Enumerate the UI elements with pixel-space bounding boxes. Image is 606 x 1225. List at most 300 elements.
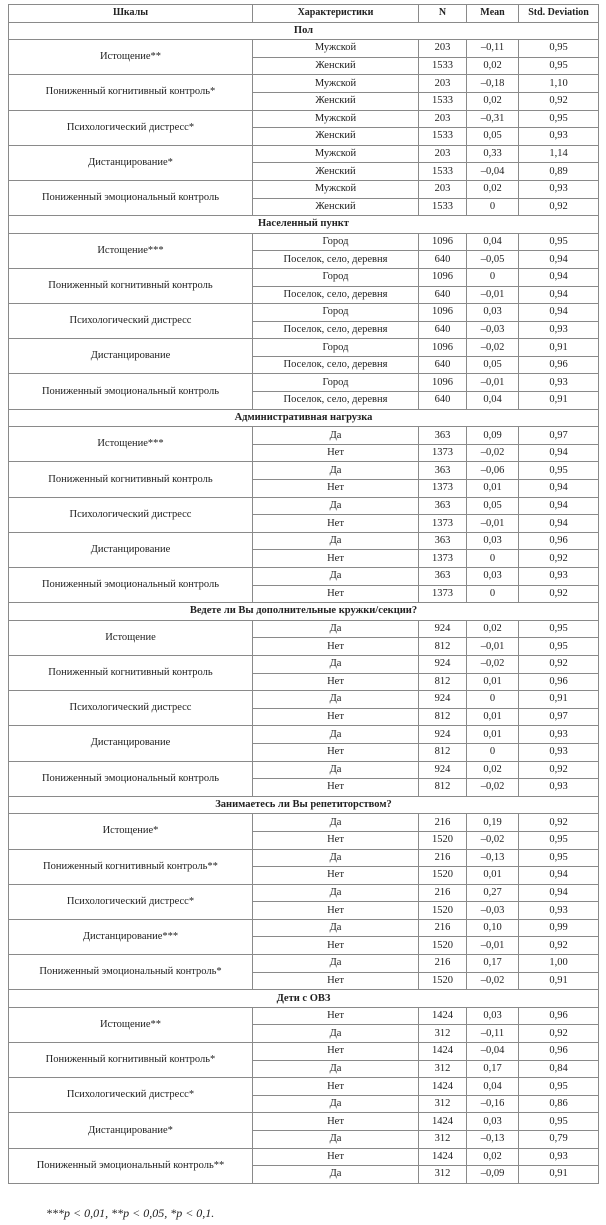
characteristic-cell: Мужской xyxy=(253,180,419,198)
mean-cell: –0,11 xyxy=(467,40,519,58)
table-row xyxy=(9,1113,599,1131)
std-deviation-cell: 0,96 xyxy=(519,673,599,691)
mean-cell: 0,02 xyxy=(467,57,519,75)
section-title: Дети с ОВЗ xyxy=(9,990,599,1008)
std-deviation-cell: 0,89 xyxy=(519,163,599,181)
characteristic-cell: Да xyxy=(253,1025,419,1043)
std-deviation-cell: 0,92 xyxy=(519,198,599,216)
n-cell: 1533 xyxy=(419,92,467,110)
table-row xyxy=(9,1043,599,1061)
characteristic-cell: Город xyxy=(253,268,419,286)
section-row xyxy=(9,22,599,40)
mean-cell: 0 xyxy=(467,691,519,709)
mean-cell: 0,10 xyxy=(467,919,519,937)
n-cell: 1096 xyxy=(419,304,467,322)
table-row xyxy=(9,1148,599,1166)
std-deviation-cell: 0,96 xyxy=(519,356,599,374)
table-row xyxy=(9,726,599,744)
n-cell: 312 xyxy=(419,1025,467,1043)
table-row xyxy=(9,884,599,902)
scale-name: Пониженный когнитивный контроль xyxy=(9,655,253,690)
std-deviation-cell: 0,93 xyxy=(519,180,599,198)
scale-name: Дистанцирование xyxy=(9,726,253,761)
scale-name: Пониженный эмоциональный контроль* xyxy=(9,955,253,990)
std-deviation-cell: 0,92 xyxy=(519,92,599,110)
characteristic-cell: Нет xyxy=(253,867,419,885)
mean-cell: 0,01 xyxy=(467,867,519,885)
n-cell: 812 xyxy=(419,779,467,797)
std-deviation-cell: 0,95 xyxy=(519,849,599,867)
mean-cell: 0,33 xyxy=(467,145,519,163)
n-cell: 1533 xyxy=(419,128,467,146)
n-cell: 924 xyxy=(419,655,467,673)
std-deviation-cell: 0,92 xyxy=(519,585,599,603)
mean-cell: 0,05 xyxy=(467,128,519,146)
characteristic-cell: Да xyxy=(253,1131,419,1149)
section-row xyxy=(9,796,599,814)
characteristic-cell: Нет xyxy=(253,550,419,568)
characteristic-cell: Поселок, село, деревня xyxy=(253,321,419,339)
scale-name: Дистанцирование*** xyxy=(9,919,253,954)
characteristic-cell: Нет xyxy=(253,638,419,656)
mean-cell: –0,03 xyxy=(467,321,519,339)
characteristic-cell: Да xyxy=(253,1166,419,1184)
n-cell: 1096 xyxy=(419,233,467,251)
mean-cell: –0,01 xyxy=(467,937,519,955)
n-cell: 216 xyxy=(419,919,467,937)
std-deviation-cell: 0,94 xyxy=(519,515,599,533)
scale-name: Истощение* xyxy=(9,814,253,849)
section-row xyxy=(9,216,599,234)
characteristic-cell: Да xyxy=(253,884,419,902)
characteristic-cell: Нет xyxy=(253,1043,419,1061)
characteristic-cell: Женский xyxy=(253,128,419,146)
mean-cell: –0,04 xyxy=(467,1043,519,1061)
mean-cell: 0,03 xyxy=(467,568,519,586)
section-row xyxy=(9,409,599,427)
std-deviation-cell: 0,99 xyxy=(519,919,599,937)
mean-cell: 0,17 xyxy=(467,955,519,973)
characteristic-cell: Да xyxy=(253,620,419,638)
scale-name: Истощение*** xyxy=(9,233,253,268)
std-deviation-cell: 0,94 xyxy=(519,480,599,498)
std-deviation-cell: 0,93 xyxy=(519,568,599,586)
scale-name: Дистанцирование xyxy=(9,532,253,567)
n-cell: 363 xyxy=(419,462,467,480)
n-cell: 363 xyxy=(419,568,467,586)
scale-name: Психологический дистресс xyxy=(9,691,253,726)
std-deviation-cell: 1,10 xyxy=(519,75,599,93)
n-cell: 363 xyxy=(419,427,467,445)
n-cell: 812 xyxy=(419,638,467,656)
std-deviation-cell: 0,95 xyxy=(519,831,599,849)
characteristic-cell: Нет xyxy=(253,1078,419,1096)
n-cell: 203 xyxy=(419,145,467,163)
mean-cell: –0,31 xyxy=(467,110,519,128)
n-cell: 1533 xyxy=(419,163,467,181)
n-cell: 203 xyxy=(419,75,467,93)
mean-cell: 0,05 xyxy=(467,497,519,515)
statistics-table xyxy=(8,4,599,1184)
table-row xyxy=(9,849,599,867)
std-deviation-cell: 0,95 xyxy=(519,462,599,480)
mean-cell: 0,01 xyxy=(467,673,519,691)
characteristic-cell: Да xyxy=(253,761,419,779)
scale-name: Пониженный когнитивный контроль xyxy=(9,462,253,497)
n-cell: 216 xyxy=(419,849,467,867)
std-deviation-cell: 0,94 xyxy=(519,268,599,286)
std-deviation-cell: 0,94 xyxy=(519,286,599,304)
n-cell: 924 xyxy=(419,620,467,638)
mean-cell: 0,01 xyxy=(467,726,519,744)
n-cell: 1373 xyxy=(419,515,467,533)
characteristic-cell: Поселок, село, деревня xyxy=(253,356,419,374)
n-cell: 924 xyxy=(419,761,467,779)
std-deviation-cell: 0,91 xyxy=(519,691,599,709)
characteristic-cell: Да xyxy=(253,726,419,744)
scale-name: Пониженный эмоциональный контроль xyxy=(9,374,253,409)
table-row xyxy=(9,75,599,93)
n-cell: 1520 xyxy=(419,937,467,955)
std-deviation-cell: 0,94 xyxy=(519,884,599,902)
mean-cell: 0,02 xyxy=(467,761,519,779)
scale-name: Пониженный когнитивный контроль* xyxy=(9,1043,253,1078)
header-n: N xyxy=(419,5,467,23)
n-cell: 924 xyxy=(419,691,467,709)
characteristic-cell: Да xyxy=(253,532,419,550)
scale-name: Истощение** xyxy=(9,40,253,75)
mean-cell: 0,04 xyxy=(467,233,519,251)
n-cell: 1096 xyxy=(419,339,467,357)
mean-cell: –0,02 xyxy=(467,444,519,462)
characteristic-cell: Поселок, село, деревня xyxy=(253,286,419,304)
characteristic-cell: Мужской xyxy=(253,75,419,93)
std-deviation-cell: 0,93 xyxy=(519,321,599,339)
table-row xyxy=(9,1007,599,1025)
characteristic-cell: Нет xyxy=(253,444,419,462)
std-deviation-cell: 0,86 xyxy=(519,1095,599,1113)
table-row xyxy=(9,427,599,445)
table-row xyxy=(9,620,599,638)
characteristic-cell: Да xyxy=(253,849,419,867)
mean-cell: –0,02 xyxy=(467,655,519,673)
mean-cell: 0,04 xyxy=(467,1078,519,1096)
std-deviation-cell: 0,94 xyxy=(519,867,599,885)
scale-name: Психологический дистресс* xyxy=(9,110,253,145)
mean-cell: 0,04 xyxy=(467,392,519,410)
std-deviation-cell: 0,94 xyxy=(519,304,599,322)
section-title: Населенный пункт xyxy=(9,216,599,234)
mean-cell: –0,16 xyxy=(467,1095,519,1113)
std-deviation-cell: 0,95 xyxy=(519,1078,599,1096)
characteristic-cell: Нет xyxy=(253,972,419,990)
scale-name: Пониженный эмоциональный контроль xyxy=(9,761,253,796)
mean-cell: –0,03 xyxy=(467,902,519,920)
mean-cell: –0,13 xyxy=(467,1131,519,1149)
n-cell: 1424 xyxy=(419,1007,467,1025)
std-deviation-cell: 0,92 xyxy=(519,550,599,568)
characteristic-cell: Нет xyxy=(253,480,419,498)
std-deviation-cell: 0,79 xyxy=(519,1131,599,1149)
table-row xyxy=(9,655,599,673)
std-deviation-cell: 0,95 xyxy=(519,1113,599,1131)
n-cell: 812 xyxy=(419,708,467,726)
mean-cell: 0,01 xyxy=(467,708,519,726)
characteristic-cell: Да xyxy=(253,1060,419,1078)
n-cell: 1520 xyxy=(419,867,467,885)
section-row xyxy=(9,990,599,1008)
section-title: Административная нагрузка xyxy=(9,409,599,427)
n-cell: 312 xyxy=(419,1060,467,1078)
characteristic-cell: Женский xyxy=(253,198,419,216)
table-row xyxy=(9,691,599,709)
n-cell: 1424 xyxy=(419,1043,467,1061)
n-cell: 203 xyxy=(419,40,467,58)
table-row xyxy=(9,497,599,515)
std-deviation-cell: 0,91 xyxy=(519,339,599,357)
std-deviation-cell: 0,93 xyxy=(519,374,599,392)
n-cell: 812 xyxy=(419,743,467,761)
characteristic-cell: Да xyxy=(253,568,419,586)
header-row xyxy=(9,5,599,23)
mean-cell: 0,03 xyxy=(467,304,519,322)
std-deviation-cell: 0,95 xyxy=(519,233,599,251)
characteristic-cell: Мужской xyxy=(253,145,419,163)
scale-name: Дистанцирование* xyxy=(9,1113,253,1148)
table-row xyxy=(9,955,599,973)
table-row xyxy=(9,268,599,286)
n-cell: 363 xyxy=(419,532,467,550)
characteristic-cell: Нет xyxy=(253,673,419,691)
characteristic-cell: Нет xyxy=(253,779,419,797)
mean-cell: 0,19 xyxy=(467,814,519,832)
mean-cell: 0,02 xyxy=(467,180,519,198)
scale-name: Дистанцирование xyxy=(9,339,253,374)
n-cell: 216 xyxy=(419,884,467,902)
table-row xyxy=(9,374,599,392)
characteristic-cell: Да xyxy=(253,955,419,973)
characteristic-cell: Да xyxy=(253,691,419,709)
mean-cell: –0,18 xyxy=(467,75,519,93)
n-cell: 203 xyxy=(419,110,467,128)
mean-cell: 0,03 xyxy=(467,1113,519,1131)
header-std-deviation: Std. Deviation xyxy=(519,5,599,23)
mean-cell: –0,04 xyxy=(467,163,519,181)
mean-cell: 0,17 xyxy=(467,1060,519,1078)
section-title: Занимаетесь ли Вы репетиторством? xyxy=(9,796,599,814)
std-deviation-cell: 0,91 xyxy=(519,392,599,410)
header-scales: Шкалы xyxy=(9,5,253,23)
std-deviation-cell: 0,94 xyxy=(519,251,599,269)
mean-cell: 0 xyxy=(467,550,519,568)
std-deviation-cell: 0,84 xyxy=(519,1060,599,1078)
characteristic-cell: Нет xyxy=(253,1007,419,1025)
n-cell: 363 xyxy=(419,497,467,515)
table-row xyxy=(9,532,599,550)
characteristic-cell: Город xyxy=(253,339,419,357)
header-mean: Mean xyxy=(467,5,519,23)
mean-cell: 0,05 xyxy=(467,356,519,374)
characteristic-cell: Да xyxy=(253,919,419,937)
mean-cell: –0,02 xyxy=(467,972,519,990)
std-deviation-cell: 1,14 xyxy=(519,145,599,163)
std-deviation-cell: 0,92 xyxy=(519,814,599,832)
std-deviation-cell: 0,95 xyxy=(519,620,599,638)
mean-cell: 0,03 xyxy=(467,532,519,550)
characteristic-cell: Да xyxy=(253,462,419,480)
characteristic-cell: Поселок, село, деревня xyxy=(253,392,419,410)
n-cell: 1373 xyxy=(419,480,467,498)
mean-cell: 0,01 xyxy=(467,480,519,498)
std-deviation-cell: 0,93 xyxy=(519,726,599,744)
characteristic-cell: Да xyxy=(253,814,419,832)
scale-name: Пониженный эмоциональный контроль** xyxy=(9,1148,253,1183)
characteristic-cell: Женский xyxy=(253,92,419,110)
n-cell: 312 xyxy=(419,1131,467,1149)
characteristic-cell: Нет xyxy=(253,585,419,603)
table-body xyxy=(9,22,599,1183)
std-deviation-cell: 0,92 xyxy=(519,655,599,673)
characteristic-cell: Да xyxy=(253,427,419,445)
characteristic-cell: Нет xyxy=(253,515,419,533)
std-deviation-cell: 0,92 xyxy=(519,1025,599,1043)
n-cell: 216 xyxy=(419,955,467,973)
std-deviation-cell: 0,91 xyxy=(519,972,599,990)
characteristic-cell: Город xyxy=(253,233,419,251)
n-cell: 640 xyxy=(419,356,467,374)
characteristic-cell: Женский xyxy=(253,163,419,181)
std-deviation-cell: 0,96 xyxy=(519,1043,599,1061)
table-row xyxy=(9,110,599,128)
n-cell: 1533 xyxy=(419,57,467,75)
characteristic-cell: Нет xyxy=(253,831,419,849)
n-cell: 203 xyxy=(419,180,467,198)
characteristic-cell: Город xyxy=(253,304,419,322)
std-deviation-cell: 0,92 xyxy=(519,761,599,779)
std-deviation-cell: 0,96 xyxy=(519,1007,599,1025)
scale-name: Пониженный когнитивный контроль xyxy=(9,268,253,303)
header-characteristics: Характеристики xyxy=(253,5,419,23)
table-row xyxy=(9,145,599,163)
characteristic-cell: Да xyxy=(253,655,419,673)
mean-cell: –0,01 xyxy=(467,286,519,304)
n-cell: 312 xyxy=(419,1095,467,1113)
scale-name: Психологический дистресс xyxy=(9,304,253,339)
scale-name: Психологический дистресс* xyxy=(9,884,253,919)
mean-cell: –0,02 xyxy=(467,339,519,357)
std-deviation-cell: 0,95 xyxy=(519,57,599,75)
mean-cell: –0,01 xyxy=(467,374,519,392)
characteristic-cell: Нет xyxy=(253,743,419,761)
characteristic-cell: Нет xyxy=(253,1148,419,1166)
n-cell: 1373 xyxy=(419,585,467,603)
n-cell: 1520 xyxy=(419,972,467,990)
n-cell: 924 xyxy=(419,726,467,744)
std-deviation-cell: 0,96 xyxy=(519,532,599,550)
characteristic-cell: Нет xyxy=(253,1113,419,1131)
mean-cell: 0 xyxy=(467,268,519,286)
std-deviation-cell: 0,95 xyxy=(519,638,599,656)
mean-cell: 0,02 xyxy=(467,620,519,638)
characteristic-cell: Поселок, село, деревня xyxy=(253,251,419,269)
table-row xyxy=(9,814,599,832)
std-deviation-cell: 0,94 xyxy=(519,444,599,462)
section-title: Пол xyxy=(9,22,599,40)
table-row xyxy=(9,568,599,586)
std-deviation-cell: 0,93 xyxy=(519,902,599,920)
table-row xyxy=(9,40,599,58)
table-row xyxy=(9,462,599,480)
section-row xyxy=(9,603,599,621)
scale-name: Пониженный когнитивный контроль** xyxy=(9,849,253,884)
characteristic-cell: Мужской xyxy=(253,110,419,128)
n-cell: 1373 xyxy=(419,550,467,568)
table-row xyxy=(9,919,599,937)
n-cell: 640 xyxy=(419,251,467,269)
n-cell: 312 xyxy=(419,1166,467,1184)
scale-name: Пониженный эмоциональный контроль xyxy=(9,180,253,215)
mean-cell: 0,03 xyxy=(467,1007,519,1025)
std-deviation-cell: 0,92 xyxy=(519,937,599,955)
mean-cell: –0,06 xyxy=(467,462,519,480)
n-cell: 1520 xyxy=(419,831,467,849)
scale-name: Дистанцирование* xyxy=(9,145,253,180)
n-cell: 640 xyxy=(419,392,467,410)
table-row xyxy=(9,233,599,251)
characteristic-cell: Да xyxy=(253,497,419,515)
n-cell: 812 xyxy=(419,673,467,691)
scale-name: Пониженный когнитивный контроль* xyxy=(9,75,253,110)
std-deviation-cell: 0,97 xyxy=(519,708,599,726)
table-row xyxy=(9,180,599,198)
mean-cell: –0,01 xyxy=(467,515,519,533)
table-row xyxy=(9,1078,599,1096)
n-cell: 1424 xyxy=(419,1113,467,1131)
section-title: Ведете ли Вы дополнительные кружки/секции? xyxy=(9,603,599,621)
characteristic-cell: Да xyxy=(253,1095,419,1113)
std-deviation-cell: 1,00 xyxy=(519,955,599,973)
n-cell: 1096 xyxy=(419,374,467,392)
mean-cell: 0,09 xyxy=(467,427,519,445)
std-deviation-cell: 0,91 xyxy=(519,1166,599,1184)
mean-cell: –0,09 xyxy=(467,1166,519,1184)
characteristic-cell: Нет xyxy=(253,708,419,726)
scale-name: Пониженный эмоциональный контроль xyxy=(9,568,253,603)
scale-name: Психологический дистресс xyxy=(9,497,253,532)
std-deviation-cell: 0,93 xyxy=(519,1148,599,1166)
characteristic-cell: Женский xyxy=(253,57,419,75)
n-cell: 1424 xyxy=(419,1078,467,1096)
table-row xyxy=(9,761,599,779)
mean-cell: 0,02 xyxy=(467,1148,519,1166)
mean-cell: 0 xyxy=(467,198,519,216)
std-deviation-cell: 0,93 xyxy=(519,128,599,146)
n-cell: 1096 xyxy=(419,268,467,286)
mean-cell: –0,01 xyxy=(467,638,519,656)
mean-cell: –0,02 xyxy=(467,779,519,797)
characteristic-cell: Нет xyxy=(253,937,419,955)
scale-name: Истощение** xyxy=(9,1007,253,1042)
table-row xyxy=(9,304,599,322)
significance-footnote: ***p < 0,01, **p < 0,05, *p < 0,1. xyxy=(46,1206,215,1220)
std-deviation-cell: 0,93 xyxy=(519,779,599,797)
n-cell: 1424 xyxy=(419,1148,467,1166)
std-deviation-cell: 0,97 xyxy=(519,427,599,445)
scale-name: Психологический дистресс* xyxy=(9,1078,253,1113)
characteristic-cell: Мужской xyxy=(253,40,419,58)
mean-cell: –0,02 xyxy=(467,831,519,849)
std-deviation-cell: 0,93 xyxy=(519,743,599,761)
